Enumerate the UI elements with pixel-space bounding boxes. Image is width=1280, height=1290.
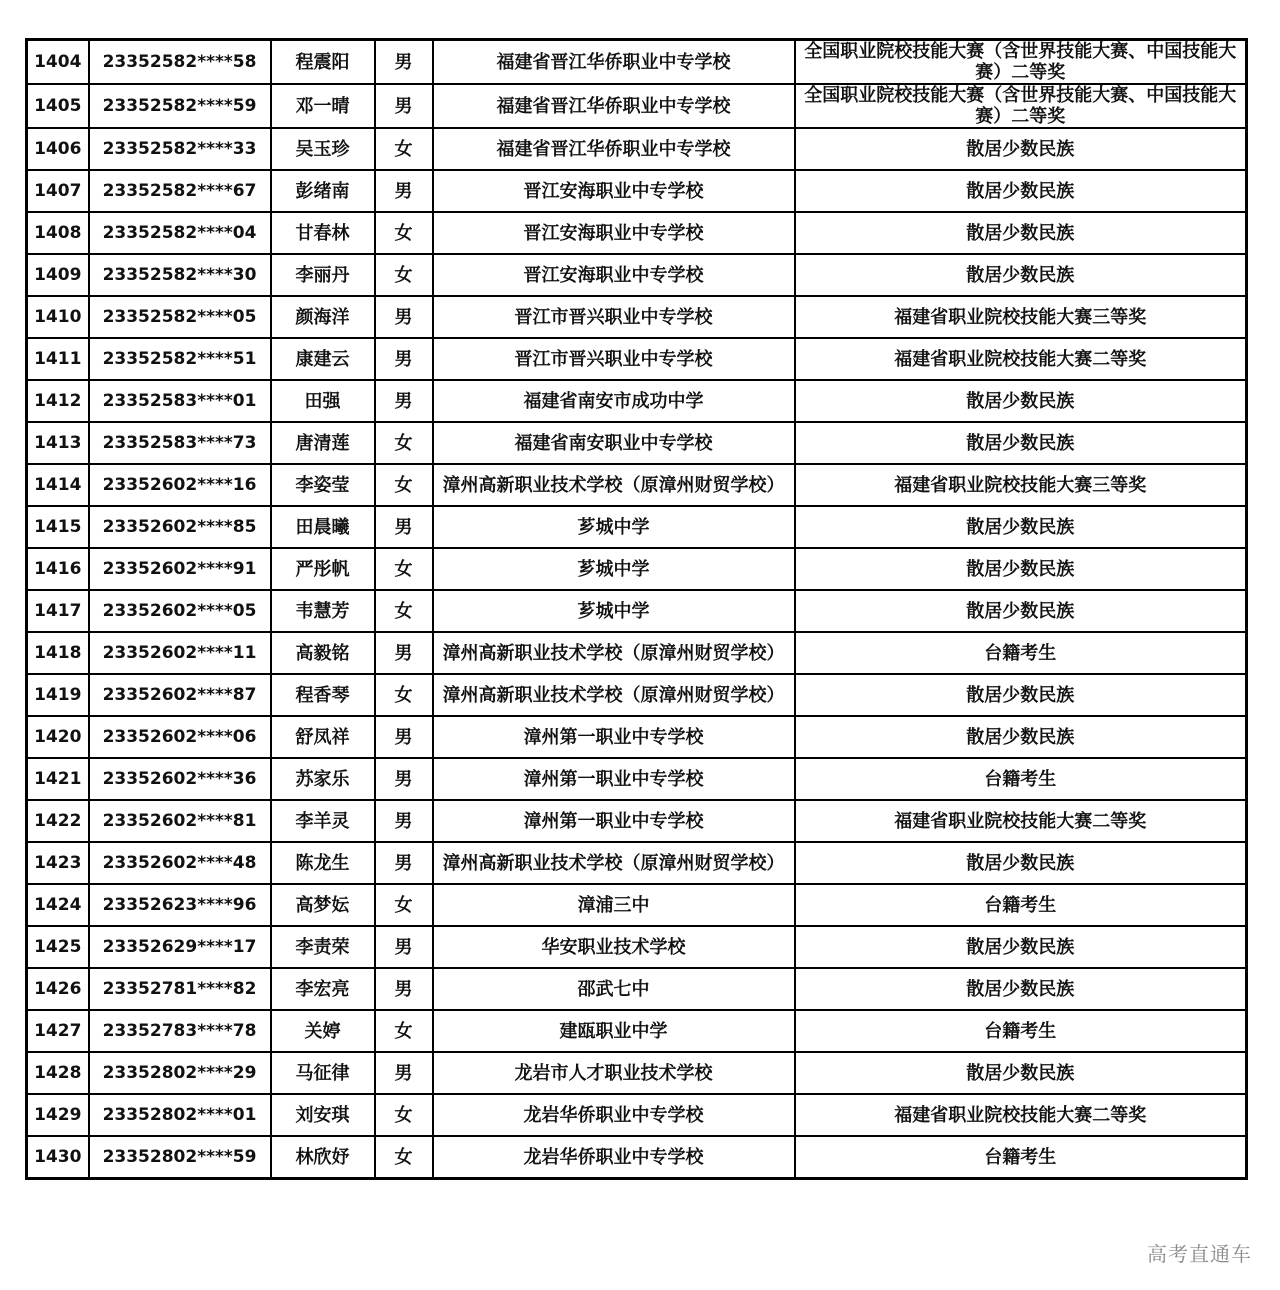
row-number-cell: 1425	[27, 926, 89, 968]
candidate-id-cell: 23352802****01	[89, 1094, 271, 1136]
row-number-cell: 1410	[27, 296, 89, 338]
candidate-id-cell: 23352602****36	[89, 758, 271, 800]
category-cell: 全国职业院校技能大赛（含世界技能大赛、中国技能大赛）二等奖	[795, 84, 1247, 128]
category-cell: 散居少数民族	[795, 1052, 1247, 1094]
row-number-cell: 1430	[27, 1136, 89, 1179]
school-cell: 芗城中学	[433, 548, 795, 590]
row-number-cell: 1427	[27, 1010, 89, 1052]
category-cell: 散居少数民族	[795, 842, 1247, 884]
row-number-cell: 1419	[27, 674, 89, 716]
row-number-cell: 1428	[27, 1052, 89, 1094]
category-cell: 散居少数民族	[795, 128, 1247, 170]
gender-cell: 男	[375, 338, 433, 380]
category-cell: 散居少数民族	[795, 926, 1247, 968]
gender-cell: 男	[375, 506, 433, 548]
table-row	[27, 506, 1247, 548]
gender-cell: 男	[375, 758, 433, 800]
table-row	[27, 842, 1247, 884]
school-cell: 福建省南安市成功中学	[433, 380, 795, 422]
table-row	[27, 1052, 1247, 1094]
candidate-id-cell: 23352623****96	[89, 884, 271, 926]
school-cell: 邵武七中	[433, 968, 795, 1010]
row-number-cell: 1424	[27, 884, 89, 926]
row-number-cell: 1418	[27, 632, 89, 674]
category-cell: 散居少数民族	[795, 506, 1247, 548]
name-cell: 关婷	[271, 1010, 375, 1052]
school-cell: 芗城中学	[433, 506, 795, 548]
category-cell: 散居少数民族	[795, 968, 1247, 1010]
row-number-cell: 1412	[27, 380, 89, 422]
candidate-id-cell: 23352802****59	[89, 1136, 271, 1179]
school-cell: 芗城中学	[433, 590, 795, 632]
table-row	[27, 380, 1247, 422]
school-cell: 漳州高新职业技术学校（原漳州财贸学校）	[433, 632, 795, 674]
table-row	[27, 1136, 1247, 1179]
name-cell: 李宏亮	[271, 968, 375, 1010]
candidate-id-cell: 23352602****48	[89, 842, 271, 884]
table-row	[27, 254, 1247, 296]
candidate-id-cell: 23352629****17	[89, 926, 271, 968]
school-cell: 晋江市晋兴职业中专学校	[433, 296, 795, 338]
name-cell: 严彤帆	[271, 548, 375, 590]
name-cell: 李羊灵	[271, 800, 375, 842]
category-cell: 台籍考生	[795, 632, 1247, 674]
school-cell: 漳州第一职业中专学校	[433, 800, 795, 842]
name-cell: 陈龙生	[271, 842, 375, 884]
row-number-cell: 1408	[27, 212, 89, 254]
category-cell: 福建省职业院校技能大赛三等奖	[795, 296, 1247, 338]
row-number-cell: 1407	[27, 170, 89, 212]
name-cell: 高梦妘	[271, 884, 375, 926]
gender-cell: 女	[375, 674, 433, 716]
school-cell: 华安职业技术学校	[433, 926, 795, 968]
name-cell: 韦慧芳	[271, 590, 375, 632]
gender-cell: 女	[375, 1010, 433, 1052]
table-row	[27, 296, 1247, 338]
row-number-cell: 1413	[27, 422, 89, 464]
candidate-id-cell: 23352602****11	[89, 632, 271, 674]
name-cell: 彭绪南	[271, 170, 375, 212]
gender-cell: 女	[375, 128, 433, 170]
candidate-id-cell: 23352582****58	[89, 40, 271, 85]
gender-cell: 男	[375, 296, 433, 338]
category-cell: 全国职业院校技能大赛（含世界技能大赛、中国技能大赛）二等奖	[795, 40, 1247, 85]
name-cell: 林欣妤	[271, 1136, 375, 1179]
candidate-id-cell: 23352602****85	[89, 506, 271, 548]
candidate-id-cell: 23352583****01	[89, 380, 271, 422]
gender-cell: 男	[375, 800, 433, 842]
candidate-id-cell: 23352582****51	[89, 338, 271, 380]
school-cell: 龙岩市人才职业技术学校	[433, 1052, 795, 1094]
school-cell: 晋江安海职业中专学校	[433, 170, 795, 212]
admission-list-table	[25, 38, 1248, 1180]
candidate-id-cell: 23352582****67	[89, 170, 271, 212]
gender-cell: 女	[375, 1094, 433, 1136]
gender-cell: 女	[375, 464, 433, 506]
category-cell: 台籍考生	[795, 758, 1247, 800]
gender-cell: 女	[375, 884, 433, 926]
gender-cell: 男	[375, 968, 433, 1010]
table-row	[27, 968, 1247, 1010]
row-number-cell: 1416	[27, 548, 89, 590]
gender-cell: 男	[375, 380, 433, 422]
candidate-id-cell: 23352602****81	[89, 800, 271, 842]
gender-cell: 男	[375, 40, 433, 85]
row-number-cell: 1415	[27, 506, 89, 548]
name-cell: 马征律	[271, 1052, 375, 1094]
school-cell: 晋江安海职业中专学校	[433, 212, 795, 254]
name-cell: 田晨曦	[271, 506, 375, 548]
gender-cell: 男	[375, 926, 433, 968]
candidate-id-cell: 23352602****06	[89, 716, 271, 758]
school-cell: 福建省晋江华侨职业中专学校	[433, 128, 795, 170]
gender-cell: 女	[375, 212, 433, 254]
name-cell: 刘安琪	[271, 1094, 375, 1136]
school-cell: 漳州第一职业中专学校	[433, 716, 795, 758]
category-cell: 台籍考生	[795, 1136, 1247, 1179]
name-cell: 颜海洋	[271, 296, 375, 338]
school-cell: 晋江市晋兴职业中专学校	[433, 338, 795, 380]
table-body	[27, 40, 1247, 1179]
candidate-id-cell: 23352582****33	[89, 128, 271, 170]
row-number-cell: 1411	[27, 338, 89, 380]
gender-cell: 女	[375, 548, 433, 590]
gender-cell: 女	[375, 1136, 433, 1179]
row-number-cell: 1423	[27, 842, 89, 884]
gender-cell: 男	[375, 170, 433, 212]
name-cell: 吴玉珍	[271, 128, 375, 170]
school-cell: 漳州高新职业技术学校（原漳州财贸学校）	[433, 674, 795, 716]
category-cell: 散居少数民族	[795, 674, 1247, 716]
category-cell: 福建省职业院校技能大赛三等奖	[795, 464, 1247, 506]
candidate-id-cell: 23352582****59	[89, 84, 271, 128]
table-row	[27, 548, 1247, 590]
category-cell: 福建省职业院校技能大赛二等奖	[795, 800, 1247, 842]
gender-cell: 男	[375, 716, 433, 758]
candidate-id-cell: 23352582****04	[89, 212, 271, 254]
gender-cell: 男	[375, 1052, 433, 1094]
row-number-cell: 1405	[27, 84, 89, 128]
table-row	[27, 170, 1247, 212]
name-cell: 苏家乐	[271, 758, 375, 800]
table-row	[27, 338, 1247, 380]
table-row	[27, 758, 1247, 800]
school-cell: 福建省晋江华侨职业中专学校	[433, 40, 795, 85]
table-row	[27, 422, 1247, 464]
row-number-cell: 1429	[27, 1094, 89, 1136]
table-row	[27, 590, 1247, 632]
school-cell: 漳州高新职业技术学校（原漳州财贸学校）	[433, 464, 795, 506]
gender-cell: 女	[375, 422, 433, 464]
category-cell: 散居少数民族	[795, 380, 1247, 422]
table-row	[27, 1094, 1247, 1136]
category-cell: 散居少数民族	[795, 548, 1247, 590]
table-row	[27, 632, 1247, 674]
candidate-id-cell: 23352602****91	[89, 548, 271, 590]
name-cell: 甘春林	[271, 212, 375, 254]
row-number-cell: 1414	[27, 464, 89, 506]
table-row	[27, 926, 1247, 968]
table-row	[27, 1010, 1247, 1052]
candidate-id-cell: 23352602****16	[89, 464, 271, 506]
category-cell: 散居少数民族	[795, 590, 1247, 632]
category-cell: 福建省职业院校技能大赛二等奖	[795, 1094, 1247, 1136]
school-cell: 建瓯职业中学	[433, 1010, 795, 1052]
school-cell: 福建省南安职业中专学校	[433, 422, 795, 464]
candidate-id-cell: 23352582****05	[89, 296, 271, 338]
category-cell: 台籍考生	[795, 1010, 1247, 1052]
gender-cell: 女	[375, 590, 433, 632]
table-row	[27, 800, 1247, 842]
name-cell: 程香琴	[271, 674, 375, 716]
gender-cell: 女	[375, 254, 433, 296]
category-cell: 福建省职业院校技能大赛二等奖	[795, 338, 1247, 380]
table-row	[27, 716, 1247, 758]
name-cell: 邓一晴	[271, 84, 375, 128]
name-cell: 田强	[271, 380, 375, 422]
table-row	[27, 84, 1247, 128]
row-number-cell: 1406	[27, 128, 89, 170]
table-row	[27, 212, 1247, 254]
name-cell: 程震阳	[271, 40, 375, 85]
row-number-cell: 1421	[27, 758, 89, 800]
row-number-cell: 1426	[27, 968, 89, 1010]
gender-cell: 男	[375, 842, 433, 884]
name-cell: 康建云	[271, 338, 375, 380]
category-cell: 散居少数民族	[795, 170, 1247, 212]
category-cell: 散居少数民族	[795, 422, 1247, 464]
category-cell: 散居少数民族	[795, 254, 1247, 296]
row-number-cell: 1420	[27, 716, 89, 758]
candidate-id-cell: 23352602****87	[89, 674, 271, 716]
row-number-cell: 1404	[27, 40, 89, 85]
school-cell: 漳州高新职业技术学校（原漳州财贸学校）	[433, 842, 795, 884]
name-cell: 李姿莹	[271, 464, 375, 506]
table-row	[27, 464, 1247, 506]
school-cell: 福建省晋江华侨职业中专学校	[433, 84, 795, 128]
gender-cell: 男	[375, 84, 433, 128]
candidate-id-cell: 23352602****05	[89, 590, 271, 632]
school-cell: 晋江安海职业中专学校	[433, 254, 795, 296]
candidate-id-cell: 23352783****78	[89, 1010, 271, 1052]
row-number-cell: 1409	[27, 254, 89, 296]
candidate-id-cell: 23352781****82	[89, 968, 271, 1010]
school-cell: 龙岩华侨职业中专学校	[433, 1094, 795, 1136]
table-row	[27, 128, 1247, 170]
category-cell: 散居少数民族	[795, 212, 1247, 254]
table-row	[27, 674, 1247, 716]
category-cell: 散居少数民族	[795, 716, 1247, 758]
row-number-cell: 1417	[27, 590, 89, 632]
candidate-id-cell: 23352582****30	[89, 254, 271, 296]
name-cell: 高毅铭	[271, 632, 375, 674]
school-cell: 龙岩华侨职业中专学校	[433, 1136, 795, 1179]
name-cell: 唐清莲	[271, 422, 375, 464]
table-row	[27, 884, 1247, 926]
candidate-id-cell: 23352583****73	[89, 422, 271, 464]
candidate-id-cell: 23352802****29	[89, 1052, 271, 1094]
watermark-text: 高考直通车	[1147, 1242, 1252, 1266]
table-row	[27, 40, 1247, 85]
school-cell: 漳浦三中	[433, 884, 795, 926]
name-cell: 舒凤祥	[271, 716, 375, 758]
name-cell: 李丽丹	[271, 254, 375, 296]
name-cell: 李责荣	[271, 926, 375, 968]
gender-cell: 男	[375, 632, 433, 674]
category-cell: 台籍考生	[795, 884, 1247, 926]
school-cell: 漳州第一职业中专学校	[433, 758, 795, 800]
row-number-cell: 1422	[27, 800, 89, 842]
